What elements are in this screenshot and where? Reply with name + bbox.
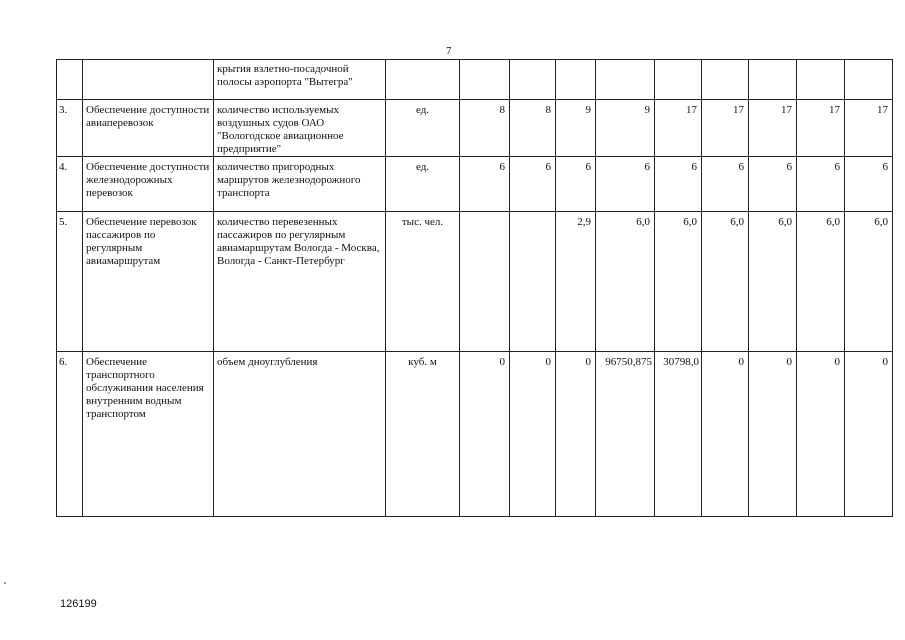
row-unit: ед. [386,100,460,157]
page-number: 7 [446,45,452,57]
row-value: 8 [460,100,510,157]
row-value [460,212,510,352]
row-value [510,60,556,100]
row-value: 96750,875 [596,352,655,517]
row-value: 9 [596,100,655,157]
row-indicator: крытия взлетно-посадочной полосы аэропорта "Вытегра" [214,60,386,100]
row-value: 30798,0 [655,352,702,517]
row-indicator: количество используемых воздушных судов ОАО "Вологодское авиационное предприятие" [214,100,386,157]
row-value: 17 [845,100,893,157]
row-indicator: количество пригородных маршрутов железнодорожного транспорта [214,157,386,212]
row-value: 6 [556,157,596,212]
row-value: 0 [556,352,596,517]
row-value: 6,0 [845,212,893,352]
table-row [57,100,893,157]
row-task [83,60,214,100]
row-value: 0 [460,352,510,517]
row-value: 6,0 [702,212,749,352]
row-task: Обеспечение доступности железнодорожных перевозок [83,157,214,212]
row-task: Обеспечение транспортного обслуживания населения внутренним водным транспортом [83,352,214,517]
row-value: 17 [655,100,702,157]
row-value [510,212,556,352]
row-value: 17 [702,100,749,157]
row-task: Обеспечение доступности авиаперевозок [83,100,214,157]
row-index: 3. [57,100,83,157]
row-value [596,60,655,100]
table-row [57,157,893,212]
row-value: 6 [655,157,702,212]
row-value [749,60,797,100]
row-value [655,60,702,100]
table-row [57,60,893,100]
indicators-table [56,59,893,517]
row-value: 6 [596,157,655,212]
row-value: 6 [510,157,556,212]
row-value: 8 [510,100,556,157]
row-indicator: количество перевезенных пассажиров по регулярным авиамаршрутам Вологда - Москва, Вологда - Санкт-Петербург [214,212,386,352]
row-value: 6 [797,157,845,212]
row-value [797,60,845,100]
table-row [57,212,893,352]
row-value: 6,0 [655,212,702,352]
row-value [702,60,749,100]
row-value [556,60,596,100]
row-value: 6,0 [797,212,845,352]
row-value: 2,9 [556,212,596,352]
row-value: 0 [510,352,556,517]
row-unit: ед. [386,157,460,212]
row-value: 0 [749,352,797,517]
row-unit: тыс. чел. [386,212,460,352]
row-value: 6 [702,157,749,212]
table-row [57,352,893,517]
row-task: Обеспечение перевозок пассажиров по регулярным авиамаршрутам [83,212,214,352]
row-value: 6 [749,157,797,212]
row-value [460,60,510,100]
row-value: 6 [845,157,893,212]
scan-mark [4,582,6,584]
row-value: 6,0 [596,212,655,352]
row-index: 4. [57,157,83,212]
row-value [845,60,893,100]
footer-code: 126199 [60,598,97,610]
row-value: 0 [845,352,893,517]
row-value: 0 [702,352,749,517]
row-unit: куб. м [386,352,460,517]
row-index [57,60,83,100]
row-indicator: объем дноуглубления [214,352,386,517]
row-value: 6,0 [749,212,797,352]
row-index: 5. [57,212,83,352]
row-value: 0 [797,352,845,517]
row-value: 6 [460,157,510,212]
row-unit [386,60,460,100]
row-value: 17 [797,100,845,157]
row-value: 17 [749,100,797,157]
row-value: 9 [556,100,596,157]
row-index: 6. [57,352,83,517]
